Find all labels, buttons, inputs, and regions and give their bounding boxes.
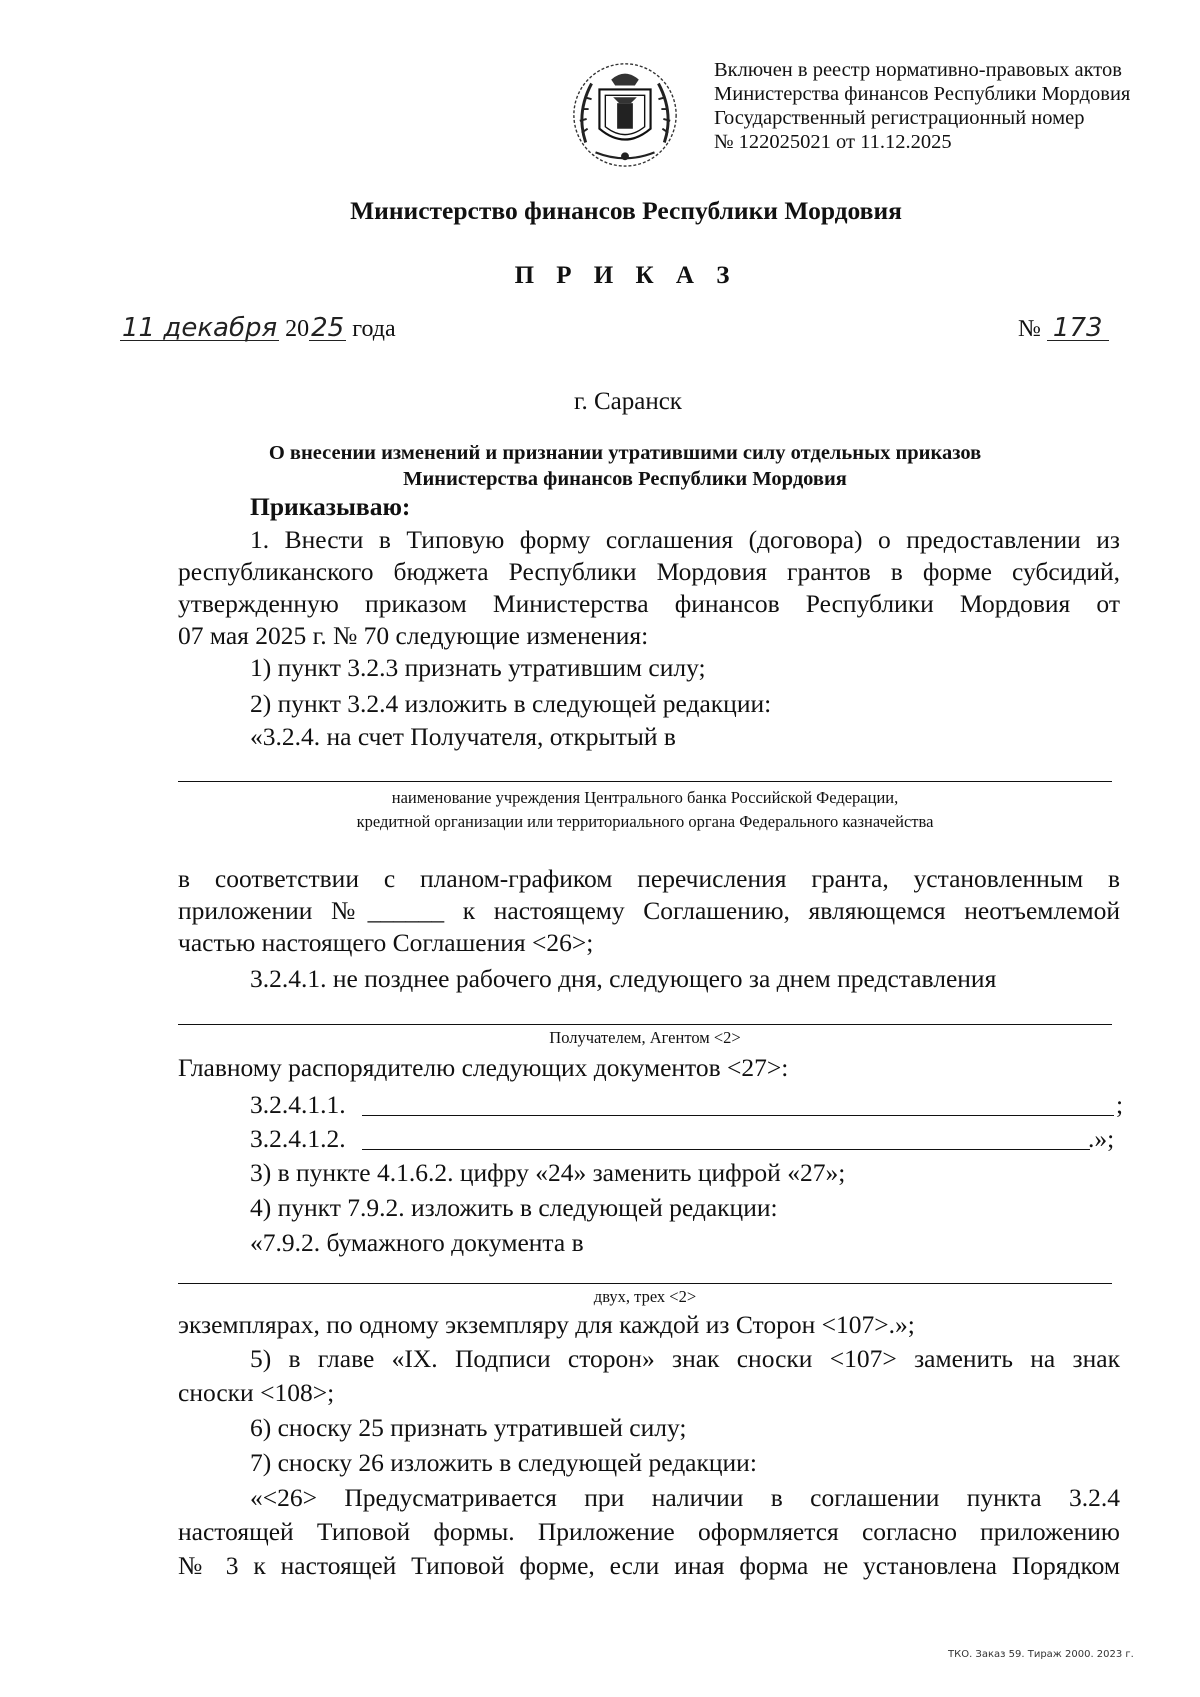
footnote-26 (178, 1481, 1120, 1583)
paragraph-line: настоящей Типовой формы. Приложение оформляется согласно приложению (178, 1517, 1120, 1546)
paragraph-2 (178, 863, 1120, 959)
copies-text: экземплярах, по одному экземпляру для каждой из Сторон <107>.»; (178, 1310, 915, 1339)
order-word: Приказываю: (250, 492, 411, 521)
paragraph-line: приложении №______ к настоящему Соглашению, являющемся неотъемлемой (178, 896, 1120, 925)
paragraph-line: частью настоящего Соглашения <26>; (178, 928, 594, 957)
item-7: 7) сноску 26 изложить в следующей редакции: (250, 1448, 757, 1477)
registry-line: Включен в реестр нормативно-правовых актов (714, 59, 1122, 81)
sub-item-end: .»; (1088, 1124, 1115, 1153)
order-date (120, 313, 396, 343)
paragraph-line: 5) в главе «IX. Подписи сторон» знак сноски <107> заменить на знак (250, 1344, 1120, 1373)
registry-stamp (714, 58, 1184, 154)
caption-line: наименование учреждения Центрального банка Российской Федерации, (391, 788, 899, 807)
registry-line: Государственный регистрационный номер (714, 107, 1085, 129)
order-subject (0, 440, 1200, 492)
paragraph-line: № 3 к настоящей Типовой форме, если иная форма не установлена Порядком (178, 1551, 1120, 1580)
registry-line: № 122025021 от 11.12.2025 (714, 131, 952, 153)
handwritten-date: 11 декабря (122, 313, 278, 343)
blank-line (178, 1283, 1112, 1284)
quote-3-2-4: «3.2.4. на счет Получателя, открытый в (250, 722, 676, 751)
to-main-manager: Главному распорядителю следующих документов <27>: (178, 1053, 789, 1082)
handwritten-year: 25 (311, 313, 345, 343)
blank-field (362, 1127, 1090, 1150)
order-number (1018, 313, 1109, 343)
date-suffix: года (352, 316, 396, 342)
sub-item-label: 3.2.4.1.2. (250, 1124, 346, 1153)
document-type: П Р И К А З (514, 262, 738, 289)
sub-item-end: ; (1116, 1090, 1124, 1119)
item-2: 2) пункт 3.2.4 изложить в следующей редакции: (250, 689, 772, 718)
item-3: 3) в пункте 4.1.6.2. цифру «24» заменить цифрой «27»; (250, 1158, 846, 1187)
paragraph-line: «<26> Предусматривается при наличии в соглашении пункта 3.2.4 (250, 1483, 1120, 1512)
blank-line (178, 781, 1112, 782)
paragraph-line: 1. Внести в Типовую форму соглашения (договора) о предоставлении из (250, 525, 1120, 554)
paragraph-1 (178, 524, 1120, 652)
coat-of-arms-emblem (566, 54, 684, 172)
item-5 (178, 1342, 1120, 1410)
registry-line: Министерства финансов Республики Мордовия (714, 83, 1131, 105)
handwritten-number: 173 (1047, 316, 1109, 341)
item-4: 4) пункт 7.9.2. изложить в следующей редакции: (250, 1193, 778, 1222)
caption-line: кредитной организации или территориального органа Федерального казначейства (356, 812, 934, 831)
quote-3-2-4-1: 3.2.4.1. не позднее рабочего дня, следующего за днем представления (250, 964, 997, 993)
paragraph-line: республиканского бюджета Республики Мордовия грантов в форме субсидий, (178, 557, 1120, 586)
sub-item-label: 3.2.4.1.1. (250, 1090, 346, 1119)
caption-recipient: Получателем, Агентом <2> (549, 1028, 741, 1047)
ministry-title: Министерство финансов Республики Мордовия (350, 196, 902, 225)
paragraph-line: утвержденную приказом Министерства финансов Республики Мордовия от (178, 589, 1120, 618)
subject-line: О внесении изменений и признании утратившими силу отдельных приказов (268, 442, 982, 464)
number-sign: № (1018, 316, 1041, 342)
item-6: 6) сноску 25 признать утратившей силу; (250, 1413, 687, 1442)
blank-field (362, 1093, 1114, 1116)
paragraph-line: 07 мая 2025 г. № 70 следующие изменения: (178, 621, 649, 650)
paragraph-line: в соответствии с планом-графиком перечисления гранта, установленным в (178, 864, 1120, 893)
paragraph-line: сноски <108>; (178, 1378, 335, 1407)
subject-line: Министерства финансов Республики Мордовия (403, 468, 847, 490)
caption-bank-name (178, 786, 1112, 834)
item-1: 1) пункт 3.2.3 признать утратившим силу; (250, 653, 706, 682)
caption-copies: двух, трех <2> (593, 1287, 697, 1306)
city: г. Саранск (574, 388, 682, 415)
year-prefix: 20 (285, 316, 310, 342)
print-footer: ТКО. Заказ 59. Тираж 2000. 2023 г. (948, 1649, 1134, 1660)
blank-line (178, 1024, 1112, 1025)
quote-7-9-2: «7.9.2. бумажного документа в (250, 1228, 584, 1257)
